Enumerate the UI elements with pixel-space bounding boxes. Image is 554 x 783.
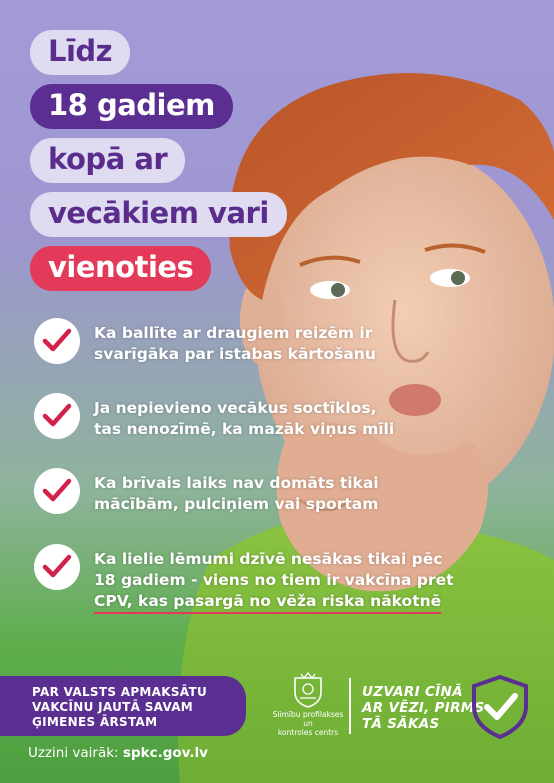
checklist-text-line: CPV, kas pasargā no vēža riska nākotnē (94, 591, 441, 614)
checklist-item (34, 393, 394, 440)
checklist-text-line: Ja nepievieno vecākus soctīklos, (94, 399, 377, 417)
more-info (28, 745, 208, 761)
checklist-text-line: tas nenozīmē, ka mazāk viņus mīli (94, 420, 395, 438)
cta-banner (0, 676, 246, 736)
checklist-item (34, 544, 454, 614)
checklist-text (94, 323, 376, 365)
cta-line: ĢIMENES ĀRSTAM (32, 715, 158, 729)
headline-line-4: vecākiem vari (30, 192, 287, 237)
checklist-text (94, 473, 379, 515)
checklist-text (94, 549, 454, 614)
logo-text-line: Slimību profilakses un (272, 710, 344, 728)
headline-line-5: vienoties (30, 246, 211, 291)
headline-line-1: Līdz (30, 30, 130, 75)
check-icon (34, 393, 80, 439)
check-icon (34, 468, 80, 514)
slogan-line: TĀ SĀKAS (362, 716, 440, 732)
slogan (362, 684, 485, 732)
headline-line-3: kopā ar (30, 138, 185, 183)
check-icon (34, 544, 80, 590)
checklist-text-line: svarīgāka par istabas kārtošanu (94, 345, 376, 363)
spkc-logo (270, 672, 346, 737)
checklist-item (34, 318, 376, 365)
checklist-text-line: 18 gadiem - viens no tiem ir vakcīna pret (94, 571, 454, 589)
checklist-text-line: mācībām, pulciņiem vai sportam (94, 495, 379, 513)
website-link[interactable]: spkc.gov.lv (122, 745, 208, 761)
slogan-line: UZVARI CĪŅĀ (362, 684, 463, 700)
checklist-text (94, 398, 394, 440)
slogan-line: AR VĒZI, PIRMS (362, 700, 485, 716)
checklist-text-line: Ka lielie lēmumi dzīvē nesākas tikai pēc (94, 550, 443, 568)
divider (349, 678, 351, 734)
cta-line: PAR VALSTS APMAKSĀTU (32, 685, 207, 699)
more-info-label: Uzzini vairāk: (28, 745, 119, 761)
checklist-item (34, 468, 379, 515)
headline-line-2: 18 gadiem (30, 84, 233, 129)
check-icon (34, 318, 80, 364)
headline (30, 30, 287, 300)
checklist-text-line: Ka ballīte ar draugiem reizēm ir (94, 324, 373, 342)
checklist-text-line: Ka brīvais laiks nav domāts tikai (94, 474, 379, 492)
logo-text-line: kontroles centrs (277, 728, 339, 737)
cta-line: VAKCĪNU JAUTĀ SAVAM (32, 700, 194, 714)
shield-check-icon (470, 674, 530, 740)
crest-icon (291, 672, 325, 708)
